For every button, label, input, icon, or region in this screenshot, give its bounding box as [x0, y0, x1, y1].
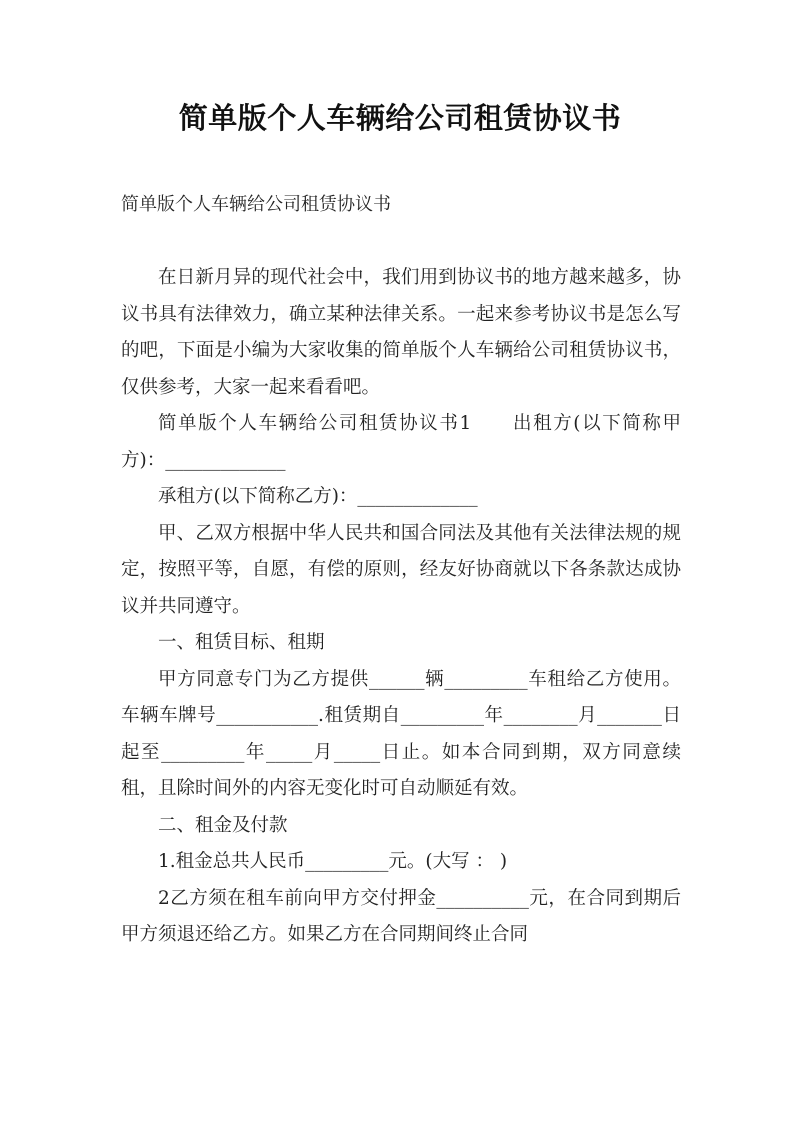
document-subtitle: 简单版个人车辆给公司租赁协议书: [121, 194, 391, 215]
paragraph-intro: 在日新月异的现代社会中，我们用到协议书的地方越来越多，协议书具有法律效力，确立某种法律关系。一起来参考协议书是怎么写的吧，下面是小编为大家收集的简单版个人车辆给公司租赁协议书，仅供参考，大家一起来看看吧。: [121, 267, 681, 398]
paragraph-lease-term: 甲方同意专门为乙方提供______辆_________车租给乙方使用。车辆车牌号___________.租赁期自_________年________月_______日起至_________年_____月_____日止。如本合同到期，双方同意续租，且除时间外的内容无变化时可自动顺延有效。: [121, 668, 681, 799]
paragraph-lessor: 简单版个人车辆给公司租赁协议书1 出租方(以下简称甲方)：_____________: [121, 413, 681, 471]
document-title: 简单版个人车辆给公司租赁协议书: [178, 101, 622, 135]
paragraph-lessee: 承租方(以下简称乙方)：_____________: [158, 486, 478, 507]
paragraph-deposit: 2乙方须在租车前向甲方交付押金__________元，在合同到期后甲方须退还给乙方。如果乙方在合同期间终止合同: [121, 887, 681, 945]
section-heading-lease-target: 一、租赁目标、租期: [158, 632, 325, 653]
document-body: [121, 260, 681, 954]
paragraph-rent-total: 1.租金总共人民币_________元。(大写 ： ): [158, 851, 508, 872]
section-heading-rent-payment: 二、租金及付款: [158, 814, 288, 836]
paragraph-agreement-basis: 甲、乙双方根据中华人民共和国合同法及其他有关法律法规的规定，按照平等，自愿，有偿的原则，经友好协商就以下各条款达成协议并共同遵守。: [121, 522, 681, 617]
